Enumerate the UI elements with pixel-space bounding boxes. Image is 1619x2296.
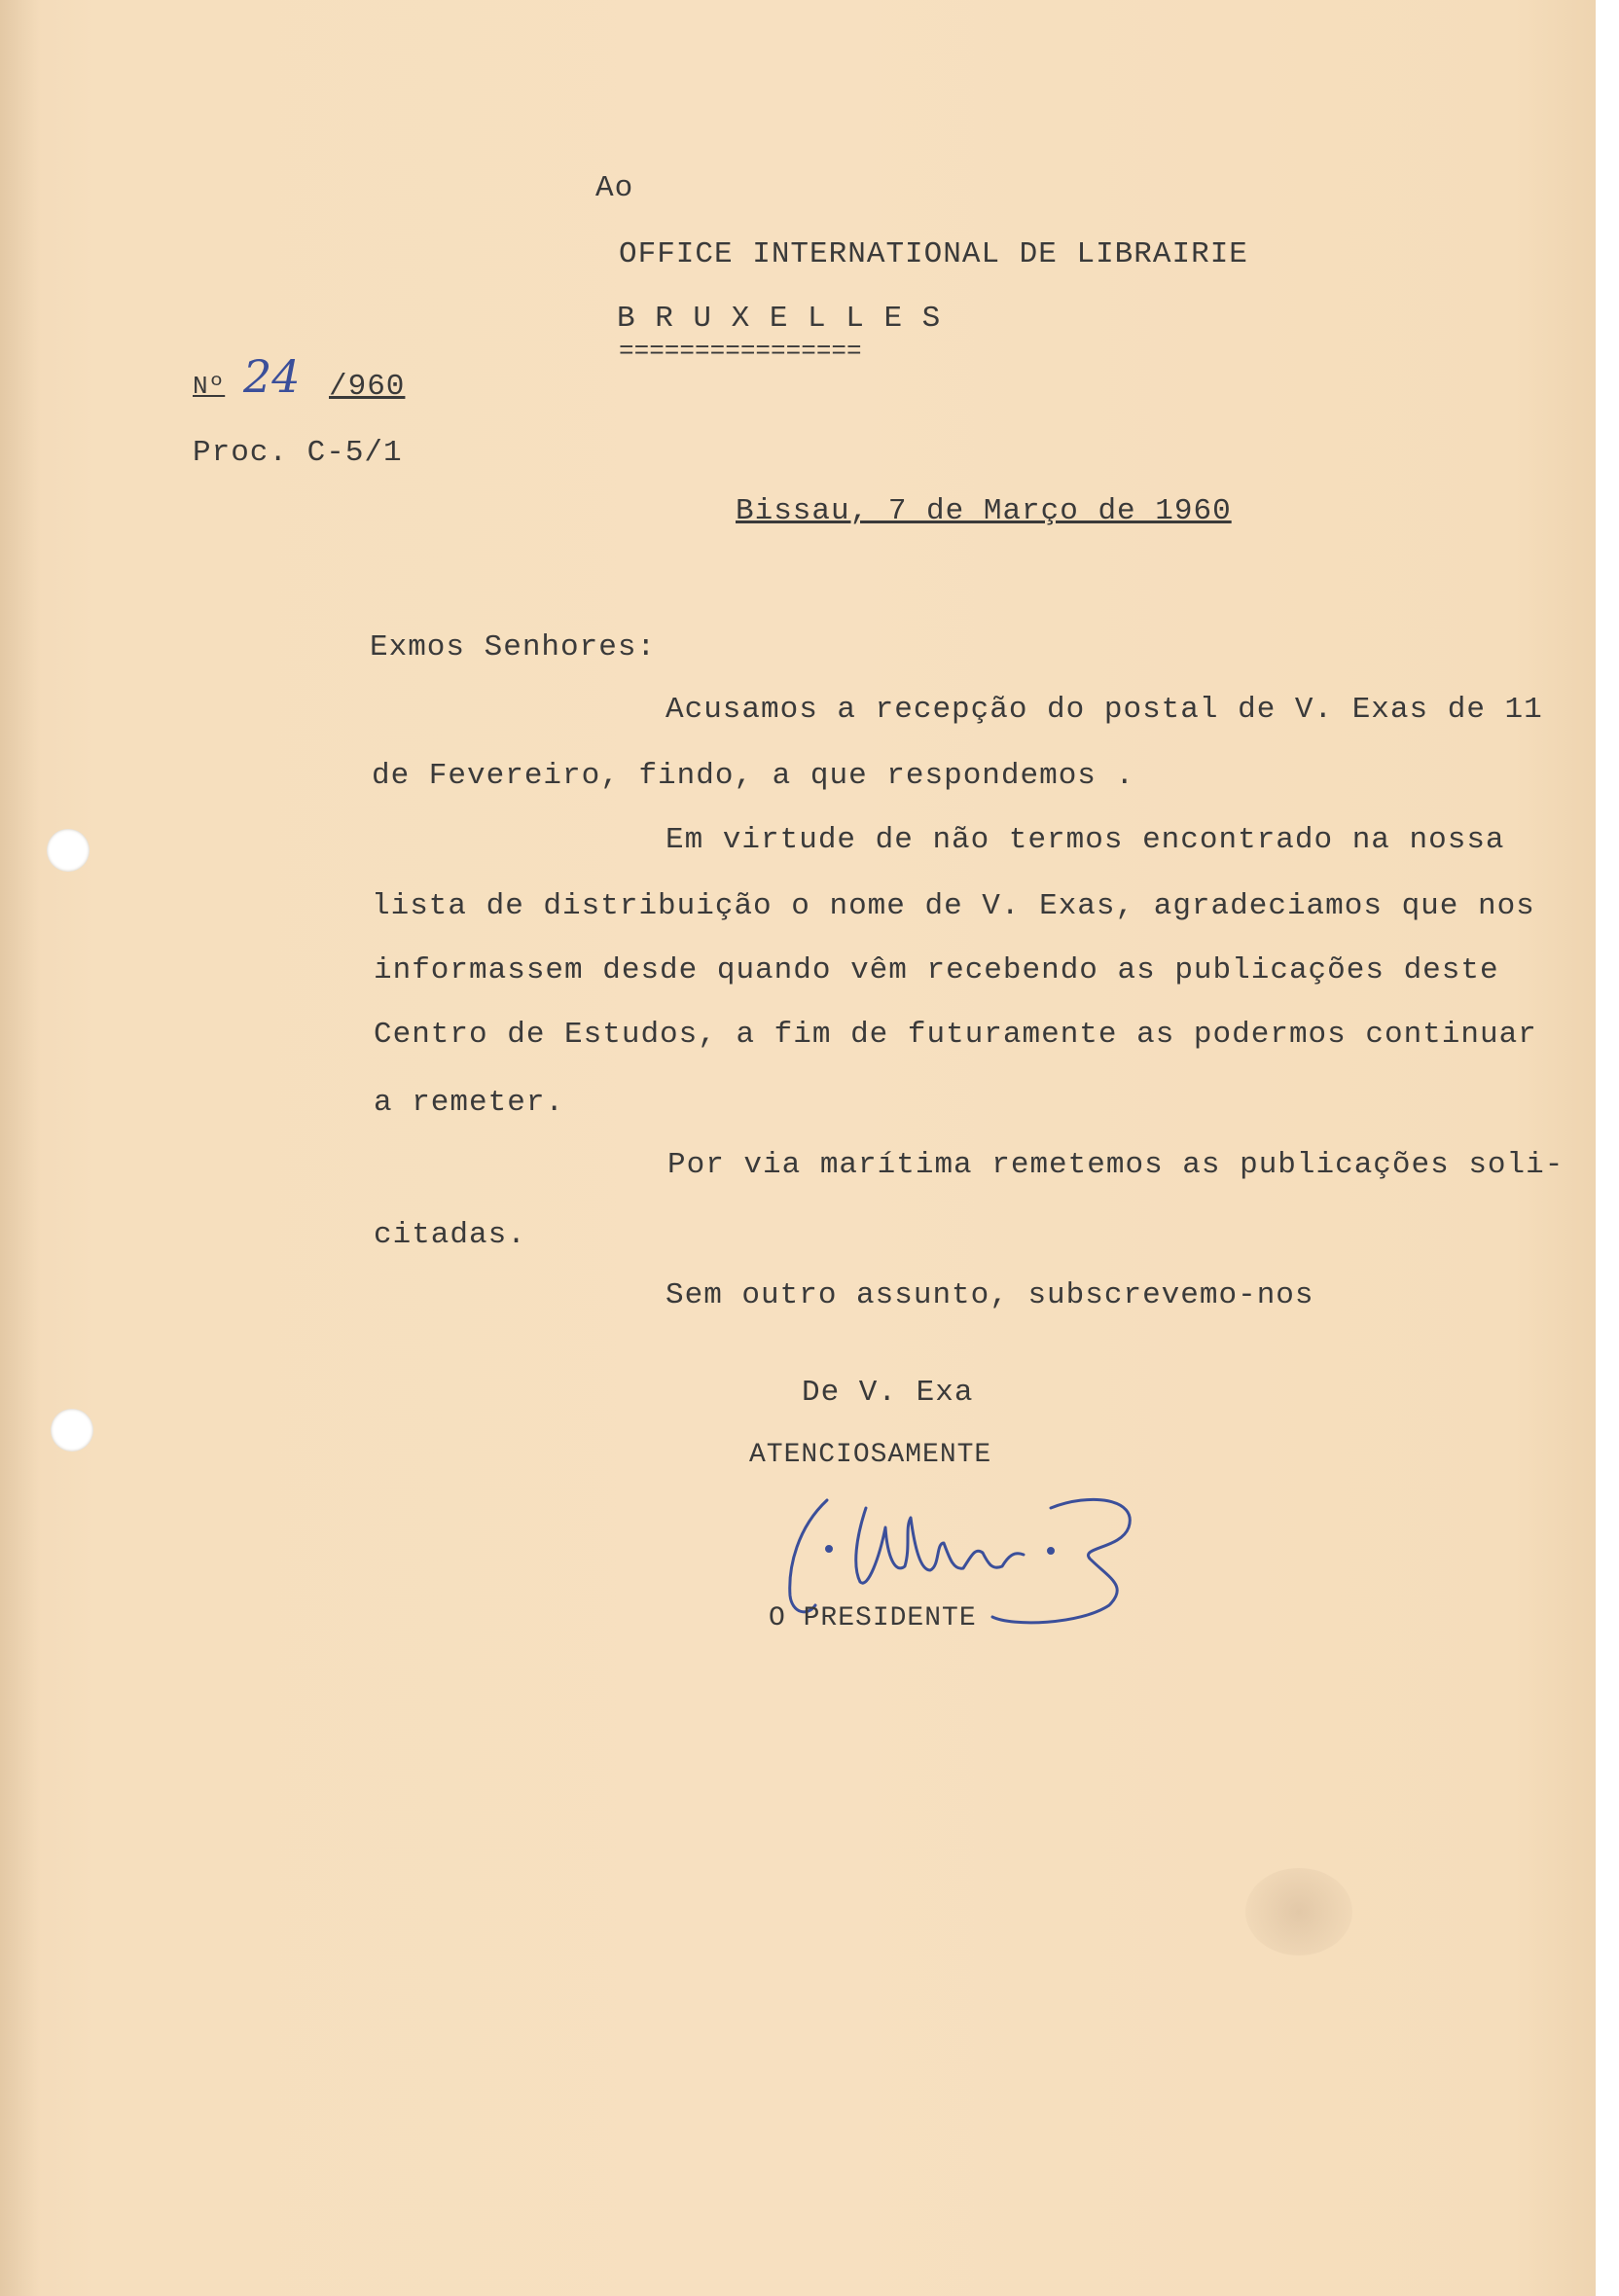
body-line: Por via marítima remetemos as publicações soli- xyxy=(667,1148,1565,1182)
body-line: a remeter. xyxy=(374,1086,565,1120)
body-line: de Fevereiro, findo, a que respondemos . xyxy=(372,759,1135,793)
page-edge-shadow xyxy=(0,0,39,2296)
date-line: Bissau, 7 de Março de 1960 xyxy=(736,494,1232,528)
paper-stain xyxy=(1245,1868,1352,1955)
closing-line-2: ATENCIOSAMENTE xyxy=(749,1440,992,1470)
body-line: citadas. xyxy=(374,1218,526,1252)
addressee-name: OFFICE INTERNATIONAL DE LIBRAIRIE xyxy=(619,237,1248,271)
body-line: Em virtude de não termos encontrado na nossa xyxy=(666,823,1505,857)
body-line: Acusamos a recepção do postal de V. Exas de 11 xyxy=(666,693,1543,727)
greeting: Exmos Senhores: xyxy=(370,630,657,664)
reference-process: Proc. C-5/1 xyxy=(193,436,403,470)
addressee-salutation: Ao xyxy=(595,171,634,205)
reference-number-year: /960 xyxy=(329,370,406,404)
punch-hole-top xyxy=(47,829,90,872)
body-line: lista de distribuição o nome de V. Exas, agradeciamos que nos xyxy=(372,889,1535,923)
reference-number-handwritten: 24 xyxy=(243,350,301,403)
addressee-city-rule: ================ xyxy=(619,337,862,366)
signatory-title: O PRESIDENTE xyxy=(769,1603,977,1633)
body-line: Sem outro assunto, subscrevemo-nos xyxy=(666,1278,1314,1312)
body-line: informassem desde quando vêm recebendo as publicações deste xyxy=(374,953,1499,987)
punch-hole-bottom xyxy=(51,1409,93,1452)
reference-number-prefix: Nº xyxy=(193,372,226,401)
addressee-city: B R U X E L L E S xyxy=(617,302,942,336)
closing-line-1: De V. Exa xyxy=(802,1376,974,1410)
body-line: Centro de Estudos, a fim de futuramente as podermos continuar xyxy=(374,1018,1537,1052)
